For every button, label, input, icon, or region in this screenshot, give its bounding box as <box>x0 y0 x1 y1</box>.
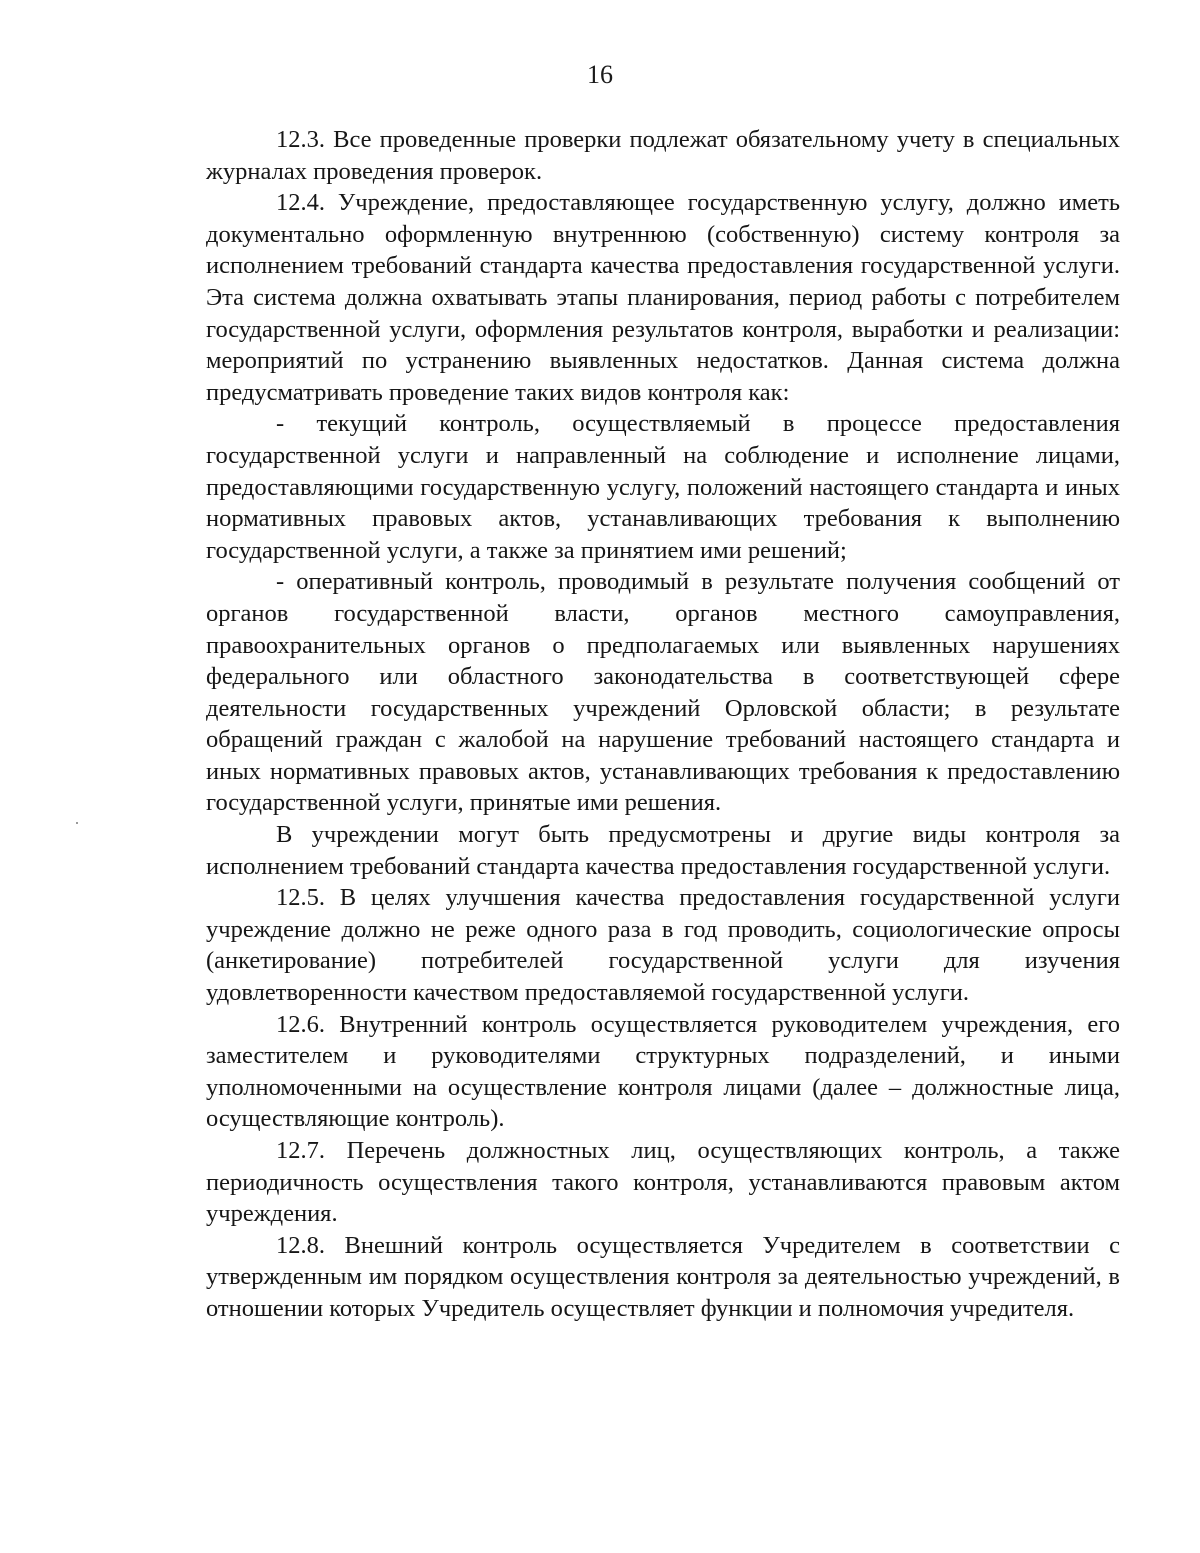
paragraph-12-6: 12.6. Внутренний контроль осуществляется руководителем учреждения, его заместителем и руководителями структурных подразделений, и иными уполномоченными на осуществление контроля лицами (далее – должностные лица, осуществляющие контроль). <box>206 1010 1120 1133</box>
paragraph-12-3: 12.3. Все проведенные проверки подлежат обязательному учету в специальных журналах проведения проверок. <box>206 126 1120 185</box>
page-number: 16 <box>587 60 613 89</box>
list-item-operational-control: - оперативный контроль, проводимый в результате получения сообщений от органов государственной власти, органов местного самоуправления, правоохранительных органов о предполагаемых или выявленных нарушениях федерального или областного законодательства в соответствующей сфере деятельности государственных учреждений Орловской области; в результате обращений граждан с жалобой на нарушение требований настоящего стандарта и иных нормативных правовых актов, устанавливающих требования к предоставлению государственной услуги, принятые ими решения. <box>206 568 1120 817</box>
paragraph-12-8: 12.8. Внешний контроль осуществляется Учредителем в соответствии с утвержденным им порядком осуществления контроля за деятельностью учреждений, в отношении которых Учредитель осуществляет функции и полномочия учредителя. <box>206 1231 1120 1322</box>
paragraph-other-control-types: В учреждении могут быть предусмотрены и другие виды контроля за исполнением требований стандарта качества предоставления государственной услуги. <box>206 821 1120 880</box>
paragraph-12-4: 12.4. Учреждение, предоставляющее государственную услугу, должно иметь документально оформленную внутреннюю (собственную) систему контроля за исполнением требований стандарта качества предоставления государственной услуги. Эта система должна охватывать этапы планирования, период работы с потребителем государственной услуги, оформления результатов контроля, выработки и реализации: мероприятий по устранению выявленных недостатков. Данная система должна предусматривать проведение таких видов контроля как: <box>206 189 1120 406</box>
list-item-current-control: - текущий контроль, осуществляемый в процессе предоставления государственной услуги и направленный на соблюдение и исполнение лицами, предоставляющими государственную услугу, положений настоящего стандарта и иных нормативных правовых актов, устанавливающих требования к выполнению государственной услуги, а также за принятием ими решений; <box>206 410 1120 564</box>
paragraph-12-7: 12.7. Перечень должностных лиц, осуществляющих контроль, а также периодичность осуществления такого контроля, устанавливаются правовым актом учреждения. <box>206 1137 1120 1228</box>
document-body <box>206 124 1120 1325</box>
paragraph-12-5: 12.5. В целях улучшения качества предоставления государственной услуги учреждение должно не реже одного раза в год проводить, социологические опросы (анкетирование) потребителей государственной услуги для изучения удовлетворенности качеством предоставляемой государственной услуги. <box>206 884 1120 1007</box>
scan-speck <box>76 822 78 824</box>
